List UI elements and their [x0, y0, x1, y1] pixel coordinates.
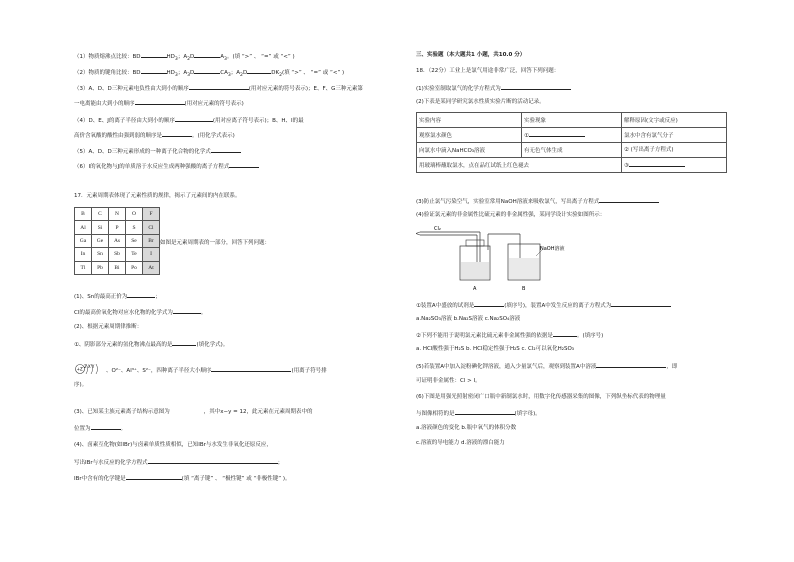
- cell-r2c1: 向氯水中滴入NaHCO₃溶液: [417, 143, 522, 158]
- element-cell: Br: [143, 234, 160, 247]
- q16-line-2: （2）物质的键角比较：BD $HD_3$；$A_3D$ $CA_3$；$A_2D$ $DK_2$(填 “>” 、 “=” 或 “<” ): [74, 70, 345, 79]
- label-a: A: [473, 286, 477, 292]
- q18-5b: 可证明非金属性：Cl > I。: [416, 378, 481, 384]
- cl2-label: Cl₂: [434, 226, 441, 232]
- gas-inlet-arrow: [416, 232, 420, 235]
- element-cell: Si: [92, 221, 109, 234]
- q17-1b: Cl的最高价氧化物对应水化物的化学式为 。: [74, 310, 207, 316]
- periodic-table-fragment: [74, 207, 160, 275]
- element-cell: N: [109, 208, 126, 221]
- q16-line-7: （5）A、D、D三种元素形成的一种离子化合物的化学式: [74, 147, 241, 156]
- element-cell: Bi: [109, 261, 126, 274]
- q18-1: (1)实验室制取氯气的化学方程式为: [416, 84, 571, 93]
- ptable-row: [75, 261, 160, 274]
- cell-r1c1: 观察氯水颜色: [417, 128, 522, 143]
- ion-structure-diagram: [74, 361, 104, 377]
- label-b: B: [522, 286, 526, 292]
- ptable-row: [75, 234, 160, 247]
- naoh-label: NaOH溶液: [540, 246, 565, 252]
- q16-line-1: （1）物质熔沸点比较：BD $HD_3$；$A_2D$ $A_3$。(填 “>” 、 “=” 或 “<” ): [74, 54, 295, 63]
- q17-1a: (1)、Sn的最高正价为 ；: [74, 294, 161, 300]
- q17-2a: ①、阴影部分元素的氢化物沸点最高的是 (填化学式)。: [74, 342, 229, 348]
- element-cell: At: [143, 261, 160, 274]
- section-title: 三、实验题（本大题共1 小题，共10.0 分）: [416, 52, 526, 58]
- q18-4: (4)验证氯元素的非金属性比硫元素的非金属性强，某同学设计实验如图所示：: [416, 212, 606, 218]
- q18-5: (5)若装置A中加入淀粉碘化钾溶液，通入少量氯气后，观察到装置A中溶液 ，即: [416, 364, 678, 370]
- element-cell: Pb: [92, 261, 109, 274]
- q17-4b: 写出IBr与水反应的化学方程式 ；: [74, 460, 284, 466]
- cell-r1c2: ①: [522, 128, 622, 143]
- q18-6b: 与图像相符的是 (填字母)。: [416, 411, 541, 417]
- q16-line-8: （6）I的氧化物与J的单质溶于水反应生成两种强酸的离子方程式: [74, 162, 259, 171]
- element-cell: C: [92, 208, 109, 221]
- element-cell: O: [126, 208, 143, 221]
- element-cell: I: [143, 248, 160, 261]
- element-cell: S: [126, 221, 143, 234]
- q18-title: 18．（22分）工业上是氯气用途非常广泛，回答下列问题：: [416, 68, 560, 74]
- element-cell: Po: [126, 261, 143, 274]
- q18-6-options-2: c.溶液的导电能力 d.溶液的漂白能力: [416, 440, 505, 446]
- shell-label: 2 X Y: [84, 364, 95, 369]
- element-cell: F: [143, 208, 160, 221]
- q17-3b: 位置为 。: [74, 426, 127, 432]
- experiment-table: [416, 112, 727, 173]
- q16-line-5: （4）D、E、J的离子半径由大到小的顺序 (用对应离子符号表示)；B、H、I的最: [74, 118, 304, 124]
- q17-2: (2)、根据元素周期律推断：: [74, 324, 143, 330]
- element-cell: Cl: [143, 221, 160, 234]
- element-cell: Ge: [92, 234, 109, 247]
- element-cell: Sb: [109, 248, 126, 261]
- element-cell: Al: [75, 221, 92, 234]
- element-cell: As: [109, 234, 126, 247]
- element-cell: In: [75, 248, 92, 261]
- th-phenomenon: 实验现象: [522, 113, 622, 128]
- q17-3: (3)、已知某主族元素离子结构示意图为 ，其中x−y = 12，此元素在元素周期表中的: [74, 409, 313, 415]
- q17-4c: IBr中含有的化学键是 (填 “离子键” 、 “极性键” 或 “非极性键” )。: [74, 476, 291, 482]
- table-caption: 如图是元素周期表的一部分，回答下列问题：: [160, 240, 271, 246]
- nucleus-label: +Z: [76, 366, 83, 372]
- th-reason: 解释原因(文字或反应): [622, 113, 727, 128]
- element-cell: Se: [126, 234, 143, 247]
- q18-3: (3)防止氯气污染空气，实验室常用NaOH溶液来吸收氯气，写出离子方程式: [416, 197, 659, 206]
- q18-4-1: ①装置A中盛放的试剂是 (填序号)，装置A中发生反应的离子方程式为: [416, 301, 671, 310]
- element-cell: P: [109, 221, 126, 234]
- q18-4-2-options: a. HCl酸性强于H₂S b. HCl稳定性强于H₂S c. Cl₂可以氧化H₂SO₃: [416, 346, 574, 352]
- ptable-row: [75, 221, 160, 234]
- cell-r3c3: ③: [622, 158, 727, 173]
- q17-2b: 、O²⁻、Al³⁺、S²⁻，四种离子半径大小顺序 (用离子符号排: [106, 368, 327, 374]
- cell-r2c3: ② (写出离子方程式): [622, 143, 727, 158]
- q17-4: (4)、卤素互化物(如IBr)与卤素单质性质相似，已知IBr与水发生非氧化还原反应，: [74, 442, 272, 448]
- cell-r1c3: 氯水中含有氯气分子: [622, 128, 727, 143]
- q18-4-2: ②下列不能用于说明氯元素比硫元素非金属性强的依据是 。(填序号): [416, 333, 604, 339]
- q16-line-6: 高价含氧酸的酸性由强到弱的顺序是 。(用化学式表示): [74, 133, 235, 139]
- th-content: 实验内容: [417, 113, 522, 128]
- cell-r2c2: 有无色气体生成: [522, 143, 622, 158]
- element-cell: Ga: [75, 234, 92, 247]
- q18-6-options-1: a.溶液颜色的变化 b.瓶中氧气的体积分数: [416, 425, 517, 431]
- element-cell: Te: [126, 248, 143, 261]
- cell-r3c1: 用玻璃棒蘸取氯水，点在品红试纸上红色褪去: [417, 158, 622, 173]
- ptable-row: [75, 248, 160, 261]
- ptable-row: [75, 208, 160, 221]
- q16-line-3: （3）A、D、D三种元素电负性由大到小的顺序 (用对应元素的符号表示)；E、F、G三种元素第: [74, 86, 363, 92]
- q18-6: (6)下图是用强光照射密闭广口瓶中新制氯水时，用数字化传感器采集的图像，下列纵坐标代表的物理量: [416, 394, 666, 400]
- q18-4-1-options: a.Na₂SO₃溶液 b.Na₂S溶液 c.Na₂SO₄溶液: [416, 316, 521, 322]
- element-cell: B: [75, 208, 92, 221]
- q17-title: 17．元素周期表体现了元素性质的规律，揭示了元素间的内在联系。: [74, 193, 241, 199]
- element-cell: Sn: [92, 248, 109, 261]
- q18-2: (2)下表是某同学研究氯水性质实验片断的活动记录。: [416, 99, 545, 105]
- element-cell: Tl: [75, 261, 92, 274]
- apparatus-diagram: [416, 224, 576, 294]
- q16-line-4: 一电离能由大到小的顺序 (用对应元素的符号表示): [74, 101, 244, 107]
- q17-2b-cont: 序)。: [74, 382, 88, 388]
